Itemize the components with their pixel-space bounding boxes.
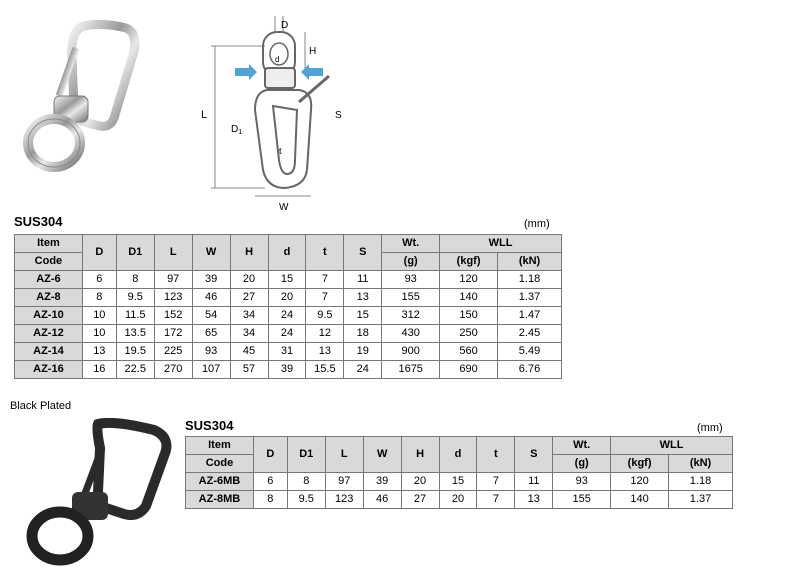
table-cell: 312: [382, 307, 440, 325]
table-cell: 140: [440, 289, 498, 307]
table-cell: 16: [82, 361, 116, 379]
table-cell: 54: [192, 307, 230, 325]
black-plated-caption: Black Plated: [10, 400, 72, 412]
table-cell: 1.37: [498, 289, 562, 307]
table-cell: 93: [553, 473, 611, 491]
table-cell: 120: [611, 473, 669, 491]
table-cell: 1.37: [669, 491, 733, 509]
header-s: S: [344, 235, 382, 271]
header-kn: (kN): [498, 253, 562, 271]
table-cell: 97: [154, 271, 192, 289]
right-arrow-icon: [301, 64, 323, 80]
header-wll: WLL: [440, 235, 562, 253]
table-row: [15, 361, 562, 379]
table-cell: 107: [192, 361, 230, 379]
table2-unit: (mm): [697, 422, 723, 434]
header-d: d: [268, 235, 306, 271]
table-cell: 5.49: [498, 343, 562, 361]
table-cell: 19.5: [116, 343, 154, 361]
table-row: [15, 307, 562, 325]
table-cell: 39: [192, 271, 230, 289]
table-cell: 6.76: [498, 361, 562, 379]
table-cell: 8: [253, 491, 287, 509]
diagram-label-l: L: [201, 109, 208, 121]
table-cell: 250: [440, 325, 498, 343]
table-cell: 20: [230, 271, 268, 289]
table-cell: 15.5: [306, 361, 344, 379]
table-cell: 2.45: [498, 325, 562, 343]
table-row: [186, 491, 733, 509]
table-cell: 24: [344, 361, 382, 379]
header-t: t: [477, 437, 515, 473]
table-cell: 97: [325, 473, 363, 491]
table-row: [15, 289, 562, 307]
header-d: D: [82, 235, 116, 271]
header-l: L: [154, 235, 192, 271]
table-cell: 65: [192, 325, 230, 343]
table-cell: 24: [268, 307, 306, 325]
table-cell: 10: [82, 325, 116, 343]
table-cell: 7: [306, 289, 344, 307]
table-cell: 11: [515, 473, 553, 491]
black-swivel-snap-hook-photo: [14, 418, 174, 573]
left-arrow-icon: [235, 64, 257, 80]
diagram-label-w: W: [279, 202, 289, 213]
table-cell: 13: [82, 343, 116, 361]
table-row: [15, 325, 562, 343]
table-cell: 7: [477, 491, 515, 509]
header-d: d: [439, 437, 477, 473]
table-cell: 1.18: [498, 271, 562, 289]
table-cell: 11.5: [116, 307, 154, 325]
header-row: [15, 235, 562, 253]
table-cell: 1675: [382, 361, 440, 379]
header-wt: Wt.: [553, 437, 611, 455]
table-cell: 7: [477, 473, 515, 491]
header-wt: Wt.: [382, 235, 440, 253]
table-cell: 57: [230, 361, 268, 379]
table-cell: 900: [382, 343, 440, 361]
table-cell: 34: [230, 325, 268, 343]
header-item: Item: [15, 235, 83, 253]
table-cell: 225: [154, 343, 192, 361]
table-cell: 46: [363, 491, 401, 509]
item-code-cell: AZ-14: [15, 343, 83, 361]
header-kgf: (kgf): [440, 253, 498, 271]
table2-title: SUS304: [185, 418, 234, 433]
table-cell: 20: [268, 289, 306, 307]
table-cell: 93: [382, 271, 440, 289]
item-code-cell: AZ-8MB: [186, 491, 254, 509]
table-cell: 155: [553, 491, 611, 509]
header-w: W: [192, 235, 230, 271]
item-code-cell: AZ-16: [15, 361, 83, 379]
item-code-cell: AZ-6MB: [186, 473, 254, 491]
diagram-label-h: H: [309, 46, 317, 57]
spec-table-black-plated: [185, 436, 733, 509]
header-d1: D1: [287, 437, 325, 473]
header-kgf: (kgf): [611, 455, 669, 473]
table-row: [15, 343, 562, 361]
table-cell: 123: [325, 491, 363, 509]
table-cell: 1.18: [669, 473, 733, 491]
table-cell: 10: [82, 307, 116, 325]
table-cell: 20: [401, 473, 439, 491]
table-cell: 18: [344, 325, 382, 343]
table-cell: 12: [306, 325, 344, 343]
header-code: Code: [186, 455, 254, 473]
table-cell: 15: [439, 473, 477, 491]
table-cell: 152: [154, 307, 192, 325]
table-cell: 430: [382, 325, 440, 343]
header-d: D: [253, 437, 287, 473]
table-cell: 31: [268, 343, 306, 361]
header-h: H: [401, 437, 439, 473]
table-cell: 11: [344, 271, 382, 289]
diagram-label-s: S: [335, 110, 342, 121]
table-cell: 7: [306, 271, 344, 289]
header-s: S: [515, 437, 553, 473]
header-row: [186, 437, 733, 455]
header-item: Item: [186, 437, 254, 455]
table-cell: 690: [440, 361, 498, 379]
table-cell: 39: [363, 473, 401, 491]
table-cell: 24: [268, 325, 306, 343]
header-l: L: [325, 437, 363, 473]
table-cell: 560: [440, 343, 498, 361]
header-code: Code: [15, 253, 83, 271]
item-code-cell: AZ-12: [15, 325, 83, 343]
table-cell: 8: [82, 289, 116, 307]
header-h: H: [230, 235, 268, 271]
diagram-label-d-lower: d: [275, 55, 280, 64]
table-cell: 13: [515, 491, 553, 509]
table-cell: 15: [344, 307, 382, 325]
table-cell: 9.5: [116, 289, 154, 307]
table-cell: 13.5: [116, 325, 154, 343]
table1-unit: (mm): [524, 218, 550, 230]
diagram-label-t: t: [279, 146, 282, 156]
item-code-cell: AZ-6: [15, 271, 83, 289]
spec-table-sus304: [14, 234, 562, 379]
table-cell: 9.5: [287, 491, 325, 509]
table-cell: 46: [192, 289, 230, 307]
table-cell: 123: [154, 289, 192, 307]
table-row: [186, 473, 733, 491]
table-cell: 172: [154, 325, 192, 343]
table-cell: 155: [382, 289, 440, 307]
table-cell: 8: [287, 473, 325, 491]
header-t: t: [306, 235, 344, 271]
header-wt-unit: (g): [382, 253, 440, 271]
table-cell: 39: [268, 361, 306, 379]
diagram-label-d1: $D_1$: [231, 124, 243, 136]
table-cell: 8: [116, 271, 154, 289]
table-cell: 27: [230, 289, 268, 307]
table-cell: 22.5: [116, 361, 154, 379]
table-cell: 34: [230, 307, 268, 325]
header-wll: WLL: [611, 437, 733, 455]
item-code-cell: AZ-10: [15, 307, 83, 325]
table-cell: 27: [401, 491, 439, 509]
silver-swivel-snap-hook-photo: [14, 18, 164, 178]
table1-title: SUS304: [14, 214, 63, 229]
header-w: W: [363, 437, 401, 473]
snap-hook-dimension-diagram: [195, 10, 355, 215]
table-cell: 13: [306, 343, 344, 361]
table-cell: 270: [154, 361, 192, 379]
table-cell: 140: [611, 491, 669, 509]
table-cell: 19: [344, 343, 382, 361]
header-d1: D1: [116, 235, 154, 271]
table-cell: 9.5: [306, 307, 344, 325]
header-kn: (kN): [669, 455, 733, 473]
table-cell: 20: [439, 491, 477, 509]
table-cell: 1.47: [498, 307, 562, 325]
table-cell: 6: [82, 271, 116, 289]
table-cell: 150: [440, 307, 498, 325]
table-cell: 13: [344, 289, 382, 307]
table-cell: 45: [230, 343, 268, 361]
table-cell: 6: [253, 473, 287, 491]
table-cell: 120: [440, 271, 498, 289]
table-cell: 15: [268, 271, 306, 289]
diagram-label-d-upper: D: [281, 20, 289, 31]
header-wt-unit: (g): [553, 455, 611, 473]
table-cell: 93: [192, 343, 230, 361]
item-code-cell: AZ-8: [15, 289, 83, 307]
table-row: [15, 271, 562, 289]
